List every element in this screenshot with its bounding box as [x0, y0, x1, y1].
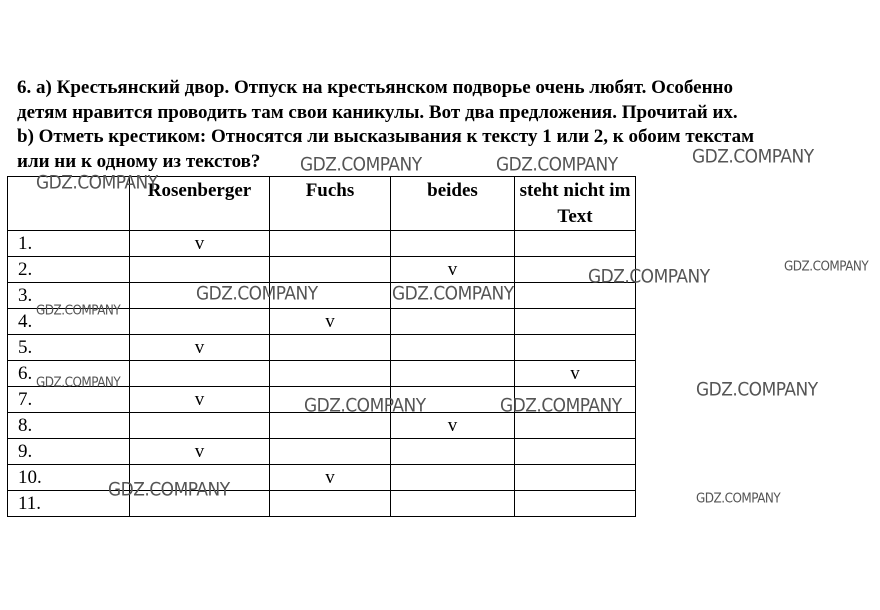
answer-cell	[130, 413, 270, 439]
row-number: 3.	[8, 283, 130, 309]
header-beides: beides	[391, 177, 515, 231]
row-number: 4.	[8, 309, 130, 335]
row-number: 11.	[8, 491, 130, 517]
answer-cell: v	[391, 413, 515, 439]
row-number: 8.	[8, 413, 130, 439]
watermark: GDZ.COMPANY	[36, 374, 121, 390]
watermark: GDZ.COMPANY	[392, 283, 514, 305]
header-steht-nicht: steht nicht im Text	[515, 177, 636, 231]
answer-cell	[130, 257, 270, 283]
answer-cell	[515, 439, 636, 465]
watermark: GDZ.COMPANY	[196, 283, 318, 305]
answer-cell	[391, 335, 515, 361]
answer-cell	[515, 231, 636, 257]
answer-cell: v	[130, 231, 270, 257]
row-number: 10.	[8, 465, 130, 491]
answer-cell: v	[130, 387, 270, 413]
answer-cell: v	[270, 309, 391, 335]
watermark: GDZ.COMPANY	[496, 154, 618, 176]
answer-cell	[391, 465, 515, 491]
answer-cell	[391, 439, 515, 465]
row-number: 2.	[8, 257, 130, 283]
answer-cell	[130, 309, 270, 335]
answer-cell: v	[130, 439, 270, 465]
answer-cell	[515, 309, 636, 335]
answer-cell	[270, 257, 391, 283]
watermark: GDZ.COMPANY	[300, 154, 422, 176]
answer-cell	[270, 491, 391, 517]
answer-cell	[270, 231, 391, 257]
answer-cell	[515, 465, 636, 491]
answer-cell	[515, 335, 636, 361]
watermark: GDZ.COMPANY	[36, 172, 158, 194]
answer-cell	[270, 361, 391, 387]
answer-cell	[270, 439, 391, 465]
answer-cell	[515, 491, 636, 517]
watermark: GDZ.COMPANY	[696, 490, 781, 506]
table-row	[8, 335, 636, 361]
table-row	[8, 465, 636, 491]
answer-cell: v	[270, 465, 391, 491]
row-number: 9.	[8, 439, 130, 465]
task-line-3: b) Отметь крестиком: Относятся ли высказывания к тексту 1 или 2, к обоим текстам	[17, 126, 755, 147]
task-line-4: или ни к одному из текстов?	[17, 150, 261, 172]
watermark: GDZ.COMPANY	[696, 379, 818, 401]
watermark: GDZ.COMPANY	[784, 258, 869, 274]
answer-cell	[391, 231, 515, 257]
answer-cell	[130, 361, 270, 387]
row-number: 7.	[8, 387, 130, 413]
answer-table	[7, 176, 636, 517]
task-line-1: 6. a) Крестьянский двор. Отпуск на крестьянском подворье очень любят. Особенно	[17, 77, 733, 98]
answer-cell	[391, 309, 515, 335]
watermark: GDZ.COMPANY	[36, 302, 121, 318]
table-row	[8, 231, 636, 257]
answer-cell: v	[391, 257, 515, 283]
watermark: GDZ.COMPANY	[108, 479, 230, 501]
row-number: 6.	[8, 361, 130, 387]
table-row	[8, 491, 636, 517]
answer-cell	[391, 491, 515, 517]
answer-cell	[270, 335, 391, 361]
watermark: GDZ.COMPANY	[692, 146, 814, 168]
answer-cell: v	[130, 335, 270, 361]
row-number: 1.	[8, 231, 130, 257]
watermark: GDZ.COMPANY	[500, 395, 622, 417]
header-fuchs: Fuchs	[270, 177, 391, 231]
row-number: 5.	[8, 335, 130, 361]
header-rosenberger: Rosenberger	[130, 177, 270, 231]
table-row	[8, 257, 636, 283]
watermark: GDZ.COMPANY	[588, 266, 710, 288]
watermark: GDZ.COMPANY	[304, 395, 426, 417]
answer-cell	[391, 361, 515, 387]
answer-cell: v	[515, 361, 636, 387]
table-row	[8, 439, 636, 465]
task-line-2: детям нравится проводить там свои каникулы. Вот два предложения. Прочитай их.	[17, 101, 738, 123]
